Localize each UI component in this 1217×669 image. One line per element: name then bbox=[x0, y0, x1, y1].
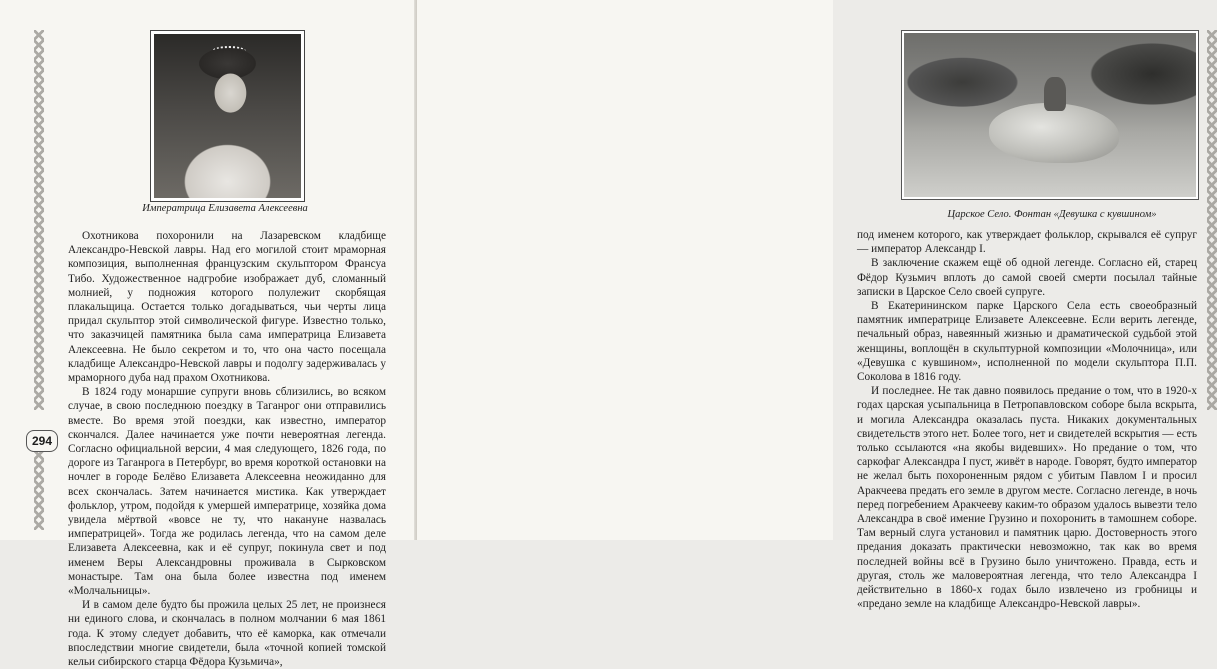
page-number: 294 bbox=[26, 430, 58, 452]
fountain-picture bbox=[904, 33, 1196, 197]
portrait-caption: Императрица Елизавета Алексеевна bbox=[142, 203, 308, 214]
portrait-image bbox=[150, 30, 305, 202]
paragraph: Охотникова похоронили на Лазаревском кладбище Александро-Невской лавры. Над его могилой стоит мраморная композиция, выполненная французским скульптором Франсуа Тибо. Художественное надгробие изображает дуб, сломанный молнией, у подножия которого полулежит скорбящая плакальщица. Остается только догадываться, чьи черты лица придал скульптор этой символической фигуре. Известно только, что заказчицей памятника была сама императрица Елизавета Алексеевна. Не было секретом и то, что она часто посещала кладбище Александро-Невской лавры и подолгу задерживалась у мраморного дуба над прахом Охотникова. bbox=[68, 230, 386, 385]
decorative-border bbox=[1207, 30, 1217, 410]
portrait-picture bbox=[154, 34, 301, 198]
statue-figure bbox=[1044, 77, 1066, 111]
decorative-border bbox=[34, 30, 44, 410]
paragraph: И последнее. Не так давно появилось предание о том, что в 1920-х годах царская усыпальница в Петропавловском соборе была вскрыта, и могила Александра оказалась пуста. Никаких документальных свидетельств этого нет. Более того, нет и свидетелей вскрытия — есть только ссылаются «на якобы видевших». Но предание о том, что саркофаг Александра I пуст, живёт в народе. Говорят, будто император не желал быть похороненным рядом с убитым Павлом I и просил Аракчеева предать его земле в другом месте. Согласно легенде, в ночь перед погребением Аракчееву каким-то образом удалось вывезти тело Александра в своё имение Грузино и похоронить в тамошнем соборе. Там верный слуга установил и памятник царю. Достоверность этого предания доказать практически невозможно, так как во время последней войны всё в Грузино было уничтожено. Правда, есть и другая, столь же маловероятная легенда, что тело Александра I действительно в 1860-х годах было извлечено из гробницы и «предано земле на кладбище Александро-Невской лавры». bbox=[857, 385, 1197, 611]
paragraph: В заключение скажем ещё об одной легенде. Согласно ей, старец Фёдор Кузьмич вплоть до самой своей смерти посылал тайные записки в Царское Село своей супруге. bbox=[857, 257, 1197, 298]
tiara-icon bbox=[212, 46, 246, 56]
paragraph: под именем которого, как утверждает фольклор, скрывался её супруг — император Александр I. bbox=[857, 229, 1197, 256]
photo-caption: Царское Село. Фонтан «Девушка с кувшином» bbox=[947, 209, 1157, 220]
paragraph: В 1824 году монаршие супруги вновь сблизились, во всяком случае, в свою последнюю поездку в Таганрог они отправились вместе. Во время этой поездки, как известно, император скончался. Далее начинается уже почти невероятная легенда. Согласно официальной версии, 4 мая следующего, 1826 года, по дороге из Таганрога в Петербург, во время короткой остановки на ночлег в городе Белёво Елизавета Алексеевна неожиданно для всех скончалась. Затем начинается мистика. Как утверждает фольклор, утром, подойдя к умершей императрице, хозяйка дома увидела мёртвой «вовсе не ту, что накануне назвалась императрицей». Тогда же родилась легенда, что на самом деле Елизавета Алексеевна, как и её супруг, покинула свет и под именем Веры Александровны проживала в Сырковском монастыре. Там она была более известна под именем «Молчальницы». bbox=[68, 386, 386, 598]
decorative-border bbox=[34, 450, 44, 530]
rock-shape bbox=[989, 103, 1119, 163]
right-page bbox=[417, 0, 1197, 611]
right-body-text bbox=[857, 228, 1197, 611]
fountain-photo bbox=[901, 30, 1199, 200]
paragraph: В Екатерининском парке Царского Села есть своеобразный памятник императрице Елизавете Алексеевне. Если верить легенде, печальный образ, навеянный жизнью и драматической судьбой этой женщины, воплощён в скульптурной композиции «Молочница», или «Девушка с кувшином», исполненной по модели скульптора П.П. Соколова в 1816 году. bbox=[857, 300, 1197, 384]
left-body-text bbox=[68, 229, 386, 669]
left-page bbox=[0, 0, 416, 669]
paragraph: И в самом деле будто бы прожила целых 25 лет, не произнеся ни единого слова, и скончалась в полном молчании 6 мая 1861 года. К этому следует добавить, что её каморка, как отмечали впоследствии многие свидетели, была «точной копией томской кельи сибирского старца Фёдора Кузьмича», bbox=[68, 599, 386, 669]
